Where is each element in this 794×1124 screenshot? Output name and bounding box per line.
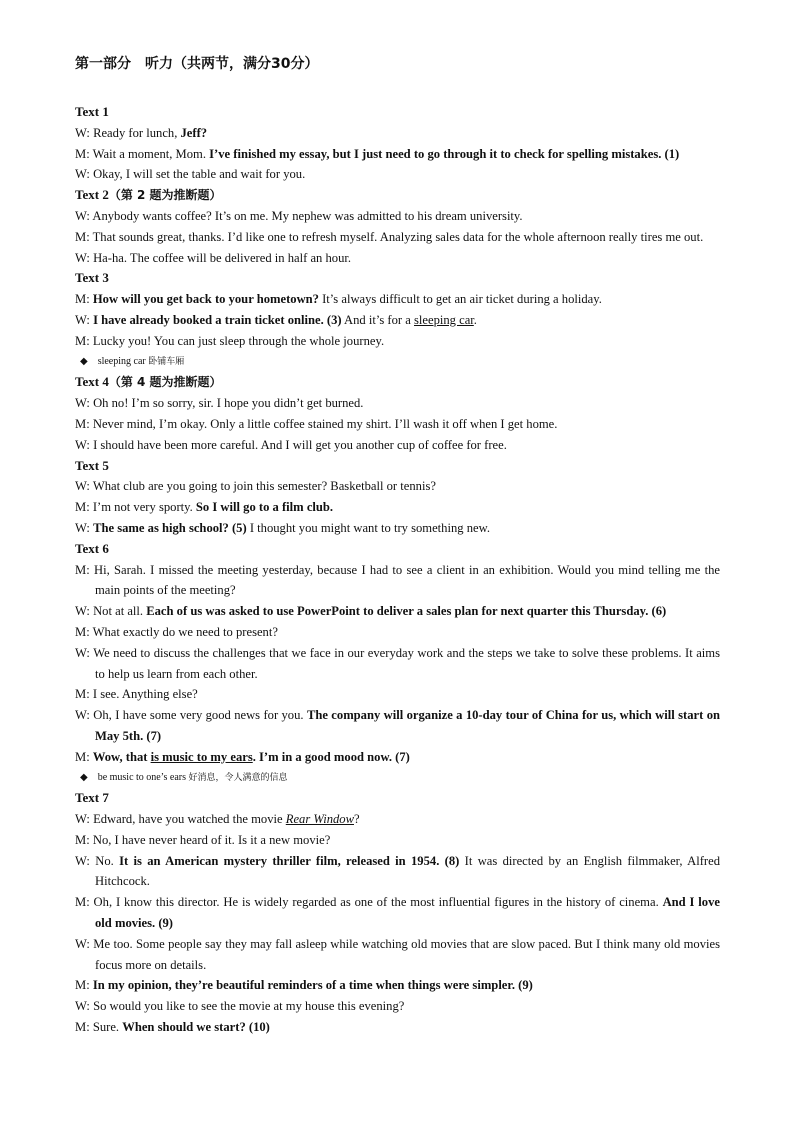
vocab-note: ◆ be music to one’s ears 好消息，令人满意的信息	[80, 771, 288, 783]
dialogue-line: W: Oh no! I’m so sorry, sir. I hope you didn’t get burned.	[75, 396, 364, 411]
text-1-heading: Text 1	[75, 104, 109, 119]
dialogue-line: M: Hi, Sarah. I missed the meeting yesterday, because I had to see a client in an exhibition. Would you mind telling me the main points of the meeting?	[75, 562, 720, 598]
text-7-heading: Text 7	[75, 790, 109, 806]
dialogue-line: W: Not at all. Each of us was asked to use PowerPoint to deliver a sales plan for next quarter this Thursday. (6)	[75, 604, 667, 619]
dialogue-line: W: No. It is an American mystery thriller film, released in 1954. (8) It was directed by an English filmmaker, Alfred Hitchcock.	[75, 853, 720, 889]
dialogue-line: W: So would you like to see the movie at my house this evening?	[75, 999, 405, 1014]
dialogue-line: M: Oh, I know this director. He is widely regarded as one of the most influential figures in the history of cinema. And I love old movies. (9)	[75, 895, 720, 931]
diamond-bullet-icon: ◆	[80, 771, 88, 783]
text-4-heading: Text 4（第 4 题为推断题）	[75, 374, 222, 390]
dialogue-line: M: Wow, that is music to my ears. I’m in a good mood now. (7)	[75, 749, 410, 764]
dialogue-line: W: I should have been more careful. And I will get you another cup of coffee for free.	[75, 437, 507, 452]
dialogue-line: M: Sure. When should we start? (10)	[75, 1020, 270, 1035]
dialogue-line: M: Wait a moment, Mom. I’ve finished my essay, but I just need to go through it to check for spelling mistakes. (1)	[75, 146, 680, 161]
dialogue-line: W: Okay, I will set the table and wait for you.	[75, 167, 306, 182]
dialogue-line: W: Oh, I have some very good news for you. The company will organize a 10-day tour of China for us, which will start on May 5th. (7)	[75, 708, 720, 743]
movie-title: Rear Window	[285, 812, 354, 827]
text-6-heading: Text 6	[75, 540, 109, 556]
dialogue-line: W: We need to discuss the challenges that we face in our everyday work and the steps we take to solve these problems. It aims to help us learn from each other.	[75, 645, 720, 681]
dialogue-line: M: What exactly do we need to present?	[75, 624, 278, 639]
dialogue-line: M: That sounds great, thanks. I’d like one to refresh myself. Analyzing sales data for the whole afternoon really tires me out.	[75, 229, 704, 244]
dialogue-line: M: How will you get back to your hometown? It’s always difficult to get an air ticket during a holiday.	[75, 292, 602, 307]
diamond-bullet-icon: ◆	[80, 355, 88, 367]
section-title: 第一部分 听力（共两节，满分30分）	[75, 56, 319, 72]
document-page	[75, 54, 720, 1038]
dialogue-line: W: What club are you going to join this semester? Basketball or tennis?	[75, 479, 436, 494]
text-2-heading: Text 2（第 2 题为推断题）	[75, 187, 222, 203]
dialogue-line: W: The same as high school? (5) I thought you might want to try something new.	[75, 520, 491, 535]
text-5-heading: Text 5	[75, 457, 109, 473]
dialogue-line: M: In my opinion, they’re beautiful reminders of a time when things were simpler. (9)	[75, 978, 533, 993]
dialogue-line: M: Lucky you! You can just sleep through the whole journey.	[75, 333, 385, 348]
text-3-heading: Text 3	[75, 270, 109, 286]
vocab-underline: sleeping car	[414, 312, 474, 327]
dialogue-line: W: Anybody wants coffee? It’s on me. My nephew was admitted to his dream university.	[75, 208, 523, 223]
dialogue-line: M: No, I have never heard of it. Is it a new movie?	[75, 832, 331, 847]
dialogue-line: M: I’m not very sporty. So I will go to a film club.	[75, 500, 334, 515]
dialogue-line: W: Me too. Some people say they may fall asleep while watching old movies that are slow paced. But I think many old movies focus more on details.	[75, 936, 720, 972]
dialogue-line: M: I see. Anything else?	[75, 687, 198, 702]
dialogue-line: M: Never mind, I’m okay. Only a little coffee stained my shirt. I’ll wash it off when I get home.	[75, 416, 558, 431]
dialogue-line: W: I have already booked a train ticket online. (3) And it’s for a sleeping car.	[75, 312, 477, 327]
vocab-note: ◆ sleeping car 卧铺车厢	[80, 355, 185, 367]
dialogue-line: W: Edward, have you watched the movie Rear Window?	[75, 812, 360, 827]
dialogue-line: W: Ready for lunch, Jeff?	[75, 125, 208, 140]
vocab-underline: is music to my ears	[150, 749, 253, 764]
dialogue-line: W: Ha-ha. The coffee will be delivered in half an hour.	[75, 250, 352, 265]
